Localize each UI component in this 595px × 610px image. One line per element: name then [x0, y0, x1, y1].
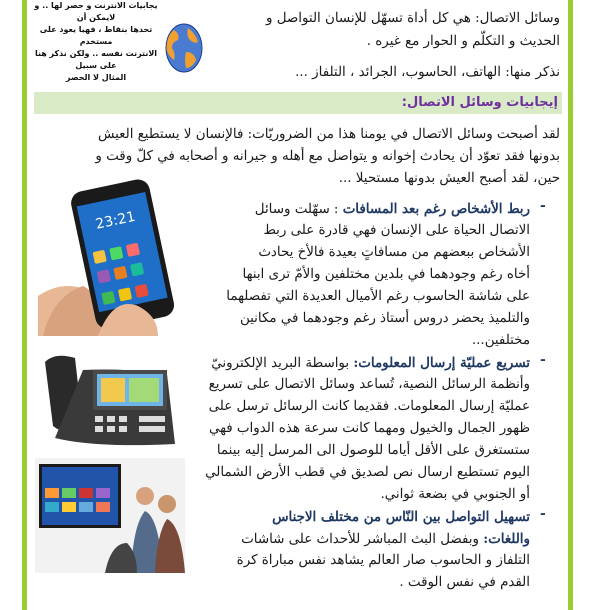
desk-phone-image — [35, 342, 185, 452]
intro-definition-line1: وسائل الاتصال: هي كل أداة تسهّل للإنسان التواصل و — [266, 11, 560, 26]
point1-line: على شاشة الحاسوب رغم الأميال العديدة التي تفصلهما — [226, 289, 530, 304]
corner-note — [32, 0, 160, 82]
point3-first-line — [185, 528, 530, 551]
page-border-right — [568, 0, 573, 610]
corner-note-line: الانترنت نفسه .. ولكن نذكر هنا على سبيل — [34, 49, 158, 70]
corner-note-line: تحدها بنقاط ، فهيا يعود على مستخدم — [39, 25, 153, 46]
paragraph-line: لقد أصبحت وسائل الاتصال في يومنا هذا من الضروريّات: فالإنسان لا يستطيع العيش — [98, 127, 560, 142]
point1-title: ربط الأشخاص رغم بعد المسافات — [342, 201, 530, 217]
point1-line: : سهّلت وسائل — [254, 202, 339, 217]
point1-line: الأشخاص ببعضهم من مسافاتٍ بعيدة فالأخ يحادث — [258, 245, 530, 260]
point2-title: تسريع عمليّة إرسال المعلومات: — [353, 355, 530, 371]
point2-line: ستستغرق على الأقل أياما للوصول الى المرسل إليه بينما — [216, 443, 530, 458]
point2-line: اليوم تستطيع ارسال نص لصديق في قطب الأرض الشمالي — [205, 465, 530, 480]
point1-line: مختلفين... — [471, 333, 530, 348]
bullet-dash: - — [540, 506, 546, 522]
page-border-left — [22, 0, 27, 610]
point3-title: تسهيل التواصل بين النّاس من مختلف الاجناس — [272, 509, 530, 525]
phone-clock: 23:21 — [94, 208, 137, 233]
globe-illustration — [160, 20, 204, 76]
intro-examples: نذكر منها: الهاتف، الحاسوب، الجرائد ، التلفاز ... — [295, 65, 560, 80]
paragraph-line: بدونها فقد تعوّد أن يحادث إخوانه و يتواصل مع أهله و جيرانه و أصحابه في كلّ وقت و — [95, 149, 560, 164]
section-heading: إيجابيات وسائل الاتصال: — [34, 92, 562, 114]
point1-line: الاتصال الحياة على الإنسان فهي قادرة على ربط — [263, 223, 530, 238]
point2-line: أو الجنوبي في بضعة ثواني. — [380, 487, 530, 502]
point2-line: عمليّة إرسال المعلومات. فقديما كانت الرسائل ترسل على — [208, 399, 530, 414]
point2-first-line — [185, 352, 530, 375]
point2-line: وأنظمة الرسائل النصية، تُساعد وسائل الاتصال على تسريع — [208, 377, 530, 392]
point2-line: ظهور الجمال والخيول ومهما كانت سرعة هذه الدواب فهي — [208, 421, 530, 436]
point3-title-cont: واللغات: — [483, 531, 530, 547]
paragraph-line: حين، لقد أصبح العيش بدونها مستحيلا ... — [338, 171, 560, 186]
point3-line: القدم في نفس الوقت . — [399, 575, 530, 590]
point1-line: أخاه رغم وجودهما في بلدين مختلفين والأمّ ترى ابنها — [242, 267, 530, 282]
bullet-dash: - — [540, 198, 546, 214]
point2-line: بواسطة البريد الإلكترونيّ — [211, 356, 350, 371]
corner-note-line: يجابيات الانترنت و حصر لها .. و لايمكن أن — [34, 1, 158, 22]
point1-first-line — [190, 198, 530, 221]
point1-line: والتلميذ يحضر دروس أستاذ رغم وجودهما في مكانين — [239, 311, 530, 326]
smart-tv-image — [35, 458, 185, 573]
point3-line: وبفضل البث المباشر للأحداث على شاشات — [241, 532, 479, 547]
intro-definition-line2: الحديث و التكلّم و الحوار مع غيره . — [366, 34, 560, 49]
bullet-dash: - — [540, 352, 546, 368]
corner-note-line: المثال لا الحصر — [65, 73, 127, 82]
smartphone-image — [38, 176, 188, 336]
point3-line: التلفاز و الحاسوب صار العالم يشاهد نفس مباراة كرة — [236, 553, 530, 568]
